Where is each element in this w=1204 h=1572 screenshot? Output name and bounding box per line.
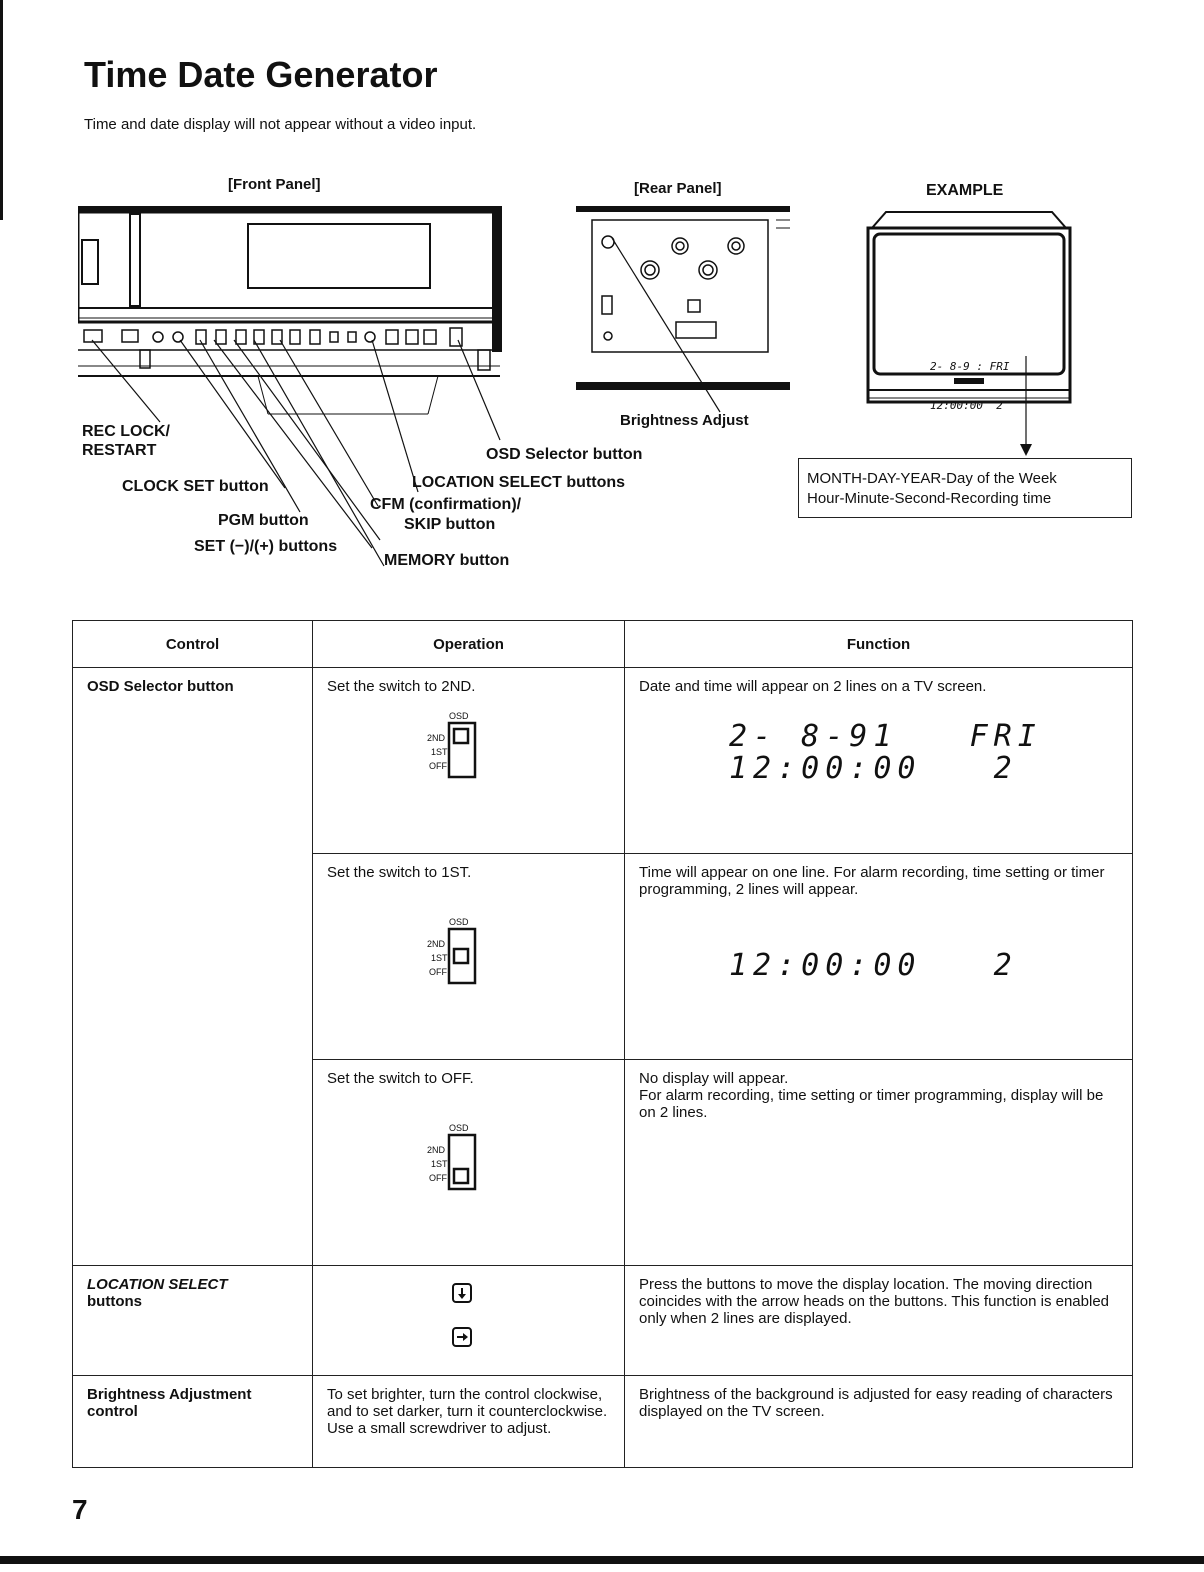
callout-skip: SKIP button [404, 516, 496, 533]
switch-off-icon [447, 1133, 479, 1193]
function-brightness: Brightness of the background is adjusted for easy reading of characters displayed on the TV screen. [625, 1376, 1133, 1468]
header-control: Control [73, 621, 313, 668]
switch-1st-icon [447, 927, 479, 987]
callout-location-select: LOCATION SELECT buttons [412, 474, 626, 491]
switch-2nd-label: 2ND [427, 939, 446, 949]
callout-memory: MEMORY button [384, 552, 510, 569]
legend-line2: Hour-Minute-Second-Recording time [807, 490, 1052, 507]
control-table [72, 620, 1133, 1468]
function-off [625, 1060, 1133, 1266]
display-1st-example [729, 950, 1118, 982]
switch-2nd-label: 2ND [427, 1145, 446, 1155]
switch-1st-label: 1ST [431, 747, 448, 757]
operation-off-text: Set the switch to OFF. [327, 1070, 474, 1087]
table-row [73, 1266, 1133, 1376]
function-1st-text: Time will appear on one line. For alarm recording, time setting or timer programming, 2 lines will appear. [639, 864, 1105, 898]
switch-2nd-label: 2ND [427, 733, 446, 743]
display-1st-line1: 12:00:00 2 [729, 948, 1018, 983]
switch-2nd-icon [447, 721, 479, 781]
switch-off-label: OFF [429, 761, 447, 771]
callout-restart: RESTART [82, 442, 157, 459]
control-brightness: Brightness Adjustment control [73, 1376, 313, 1468]
callout-rec-lock-restart [82, 422, 170, 460]
function-2nd-text: Date and time will appear on 2 lines on a TV screen. [639, 678, 987, 695]
operation-1st-text: Set the switch to 1ST. [327, 864, 472, 881]
operation-location [313, 1266, 625, 1376]
control-location-line2: buttons [87, 1293, 142, 1310]
example-screen-line1: 2- 8-9 : FRI [930, 360, 1010, 373]
table-row [73, 1376, 1133, 1468]
callout-pgm: PGM button [218, 512, 309, 529]
function-off-line2: For alarm recording, time setting or timer programming, display will be on 2 lines. [639, 1087, 1104, 1121]
switch-title-label: OSD [449, 917, 469, 927]
rear-panel-illustration [576, 204, 790, 394]
front-panel-label: [Front Panel] [228, 176, 321, 193]
page-subtitle: Time and date display will not appear without a video input. [84, 116, 477, 133]
switch-1st-label: 1ST [431, 1159, 448, 1169]
switch-title-label: OSD [449, 1123, 469, 1133]
function-1st [625, 854, 1133, 1060]
callout-set-buttons: SET (−)/(+) buttons [194, 538, 338, 555]
legend-line1: MONTH-DAY-YEAR-Day of the Week [807, 470, 1057, 487]
switch-title-label: OSD [449, 711, 469, 721]
function-location: Press the buttons to move the display location. The moving direction coincides with the arrow heads on the buttons. This function is enabled only when 2 lines are displayed. [625, 1266, 1133, 1376]
operation-brightness: To set brighter, turn the control clockwise, and to set darker, turn it counterclockwise. Use a small screwdriver to adjust. [313, 1376, 625, 1468]
function-off-line1: No display will appear. [639, 1070, 789, 1087]
location-select-buttons-icon [451, 1282, 475, 1352]
display-2nd-line2: 12:00:00 2 [729, 751, 1018, 786]
page-title: Time Date Generator [84, 54, 438, 95]
example-screen-line2: 12:00:00 2 [930, 399, 1003, 412]
osd-switch-off-illustration [327, 1123, 610, 1205]
header-operation: Operation [313, 621, 625, 668]
switch-1st-label: 1ST [431, 953, 448, 963]
callout-osd-selector: OSD Selector button [486, 446, 643, 463]
header-function: Function [625, 621, 1133, 668]
operation-2nd [313, 668, 625, 854]
display-2nd-example [729, 721, 1118, 785]
callout-cfm: CFM (confirmation)/ [370, 496, 522, 513]
callout-rec-lock: REC LOCK/ [82, 423, 170, 440]
osd-switch-2nd-illustration [327, 711, 610, 793]
callout-brightness-adjust: Brightness Adjust [620, 412, 749, 429]
example-label: EXAMPLE [926, 182, 1004, 199]
operation-1st [313, 854, 625, 1060]
page-number: 7 [72, 1494, 88, 1525]
osd-switch-1st-illustration [327, 917, 610, 999]
bottom-rule [0, 1556, 1204, 1564]
function-2nd [625, 668, 1133, 854]
example-screen-display [930, 334, 1009, 425]
display-2nd-line1: 2- 8-91 FRI [729, 719, 1042, 754]
operation-off [313, 1060, 625, 1266]
switch-off-label: OFF [429, 1173, 447, 1183]
rear-panel-label: [Rear Panel] [634, 180, 722, 197]
control-location-line1: LOCATION SELECT [87, 1276, 228, 1293]
example-legend-box [798, 458, 1132, 518]
table-row [73, 668, 1133, 854]
switch-off-label: OFF [429, 967, 447, 977]
control-location-select [73, 1266, 313, 1376]
operation-2nd-text: Set the switch to 2ND. [327, 678, 476, 695]
control-osd-selector: OSD Selector button [73, 668, 313, 1266]
table-header-row [73, 621, 1133, 668]
callout-clock-set: CLOCK SET button [122, 478, 269, 495]
